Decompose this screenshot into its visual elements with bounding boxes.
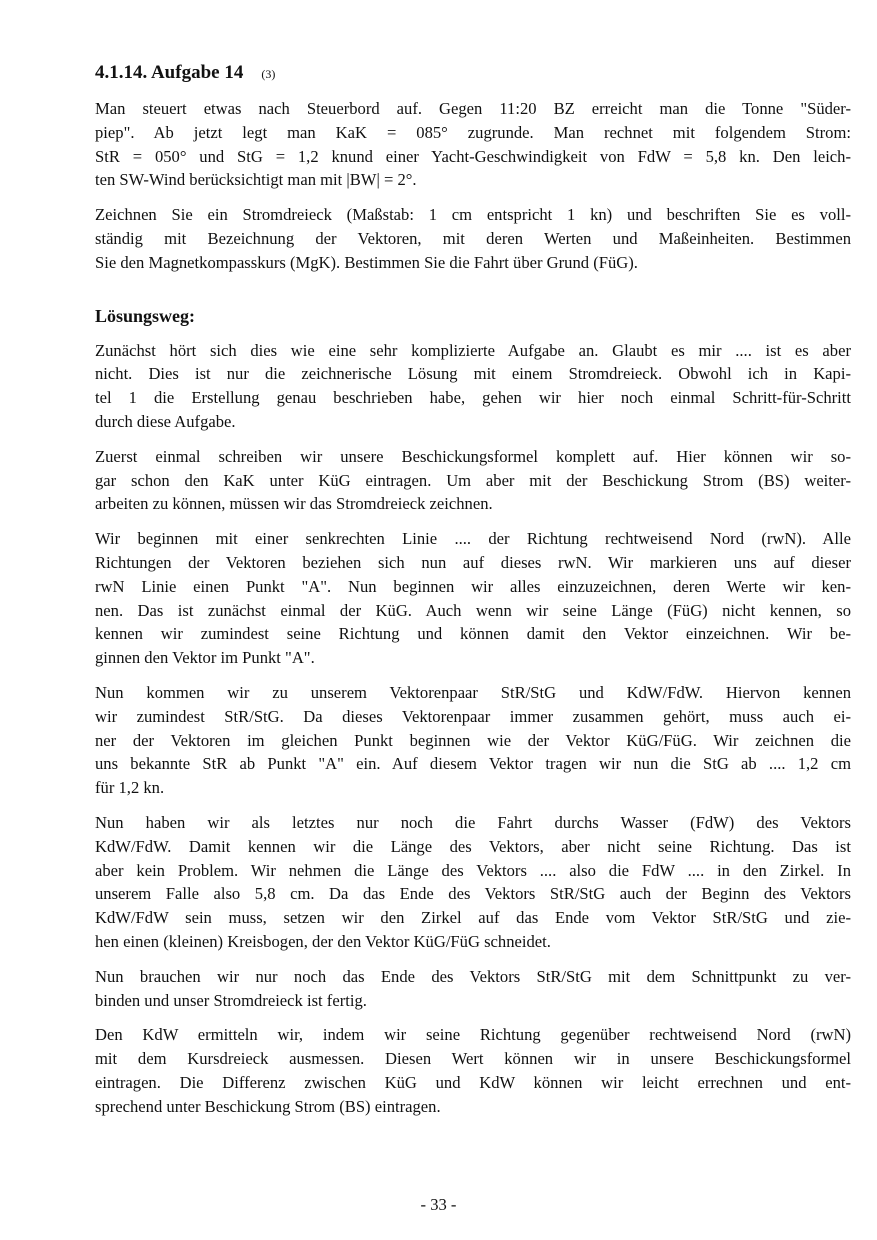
text-line: Sie den Magnetkompasskurs (MgK). Bestimmen Sie die Fahrt über Grund (FüG). (95, 252, 638, 272)
text-line: Zuerst einmal schreiben wir unsere Beschickungsformel komplett auf. Hier können wir so- (95, 446, 851, 466)
text-line: nen. Das ist zunächst einmal der KüG. Auch wenn wir seine Länge (FüG) nicht kennen, so (95, 600, 851, 620)
solution-paragraph-3 (95, 527, 851, 670)
text-line: ten SW-Wind berücksichtigt man mit |BW| = 2°. (95, 170, 417, 190)
text-line: Zeichnen Sie ein Stromdreieck (Maßstab: 1 cm entspricht 1 kn) und beschriften Sie es voll- (95, 205, 851, 225)
text-line: Richtungen der Vektoren beziehen sich nun auf dieses rwN. Wir markieren uns auf dieser (95, 552, 851, 572)
text-line: Nun brauchen wir nur noch das Ende des Vektors StR/StG mit dem Schnittpunkt zu ver- (95, 966, 851, 986)
text-line: binden und unser Stromdreieck ist fertig. (95, 990, 367, 1010)
solution-paragraph-4 (95, 681, 851, 800)
text-line: sprechend unter Beschickung Strom (BS) eintragen. (95, 1096, 441, 1116)
text-line: ginnen den Vektor im Punkt "A". (95, 648, 315, 668)
page-number: - 33 - (420, 1195, 457, 1214)
text-line: uns bekannte StR ab Punkt "A" ein. Auf diesem Vektor tragen wir nun die StG ab .... 1,2 cm (95, 754, 851, 774)
text-line: Den KdW ermitteln wir, indem wir seine Richtung gegenüber rechtweisend Nord (rwN) (95, 1025, 851, 1045)
text-line: arbeiten zu können, müssen wir das Stromdreieck zeichnen. (95, 494, 493, 514)
task-points: (3) (261, 67, 276, 81)
solution-paragraph-5 (95, 811, 851, 954)
solution-paragraph-7 (95, 1023, 851, 1118)
text-line: eintragen. Die Differenz zwischen KüG und KdW können wir leicht errechnen und ent- (95, 1072, 851, 1092)
task-paragraph-1 (95, 97, 851, 192)
solution-paragraph-6 (95, 965, 851, 1013)
solution-paragraph-1 (95, 339, 851, 434)
text-line: aber kein Problem. Wir nehmen die Länge des Vektors .... also die FdW .... in den Zirkel. In (95, 860, 851, 880)
document-page (95, 60, 851, 1129)
task-heading (95, 60, 851, 87)
text-line: kennen wir zumindest seine Richtung und können damit den Vektor einzeichnen. Wir be- (95, 624, 851, 644)
text-line: hen einen (kleinen) Kreisbogen, der den Vektor KüG/FüG schneidet. (95, 931, 551, 951)
text-line: Nun haben wir als letztes nur noch die Fahrt durchs Wasser (FdW) des Vektors (95, 812, 851, 832)
text-line: für 1,2 kn. (95, 778, 165, 798)
text-line: KdW/FdW. Damit kennen wir die Länge des Vektors, aber nicht seine Richtung. Das ist (95, 836, 851, 856)
text-line: ner der Vektoren im gleichen Punkt beginnen wie der Vektor KüG/FüG. Wir zeichnen die (95, 730, 851, 750)
text-line: Man steuert etwas nach Steuerbord auf. Gegen 11:20 BZ erreicht man die Tonne "Süder- (95, 99, 851, 118)
text-line: tel 1 die Erstellung genau beschrieben habe, gehen wir hier noch einmal Schritt-für-Schritt (95, 388, 851, 408)
text-line: Zunächst hört sich dies wie eine sehr komplizierte Aufgabe an. Glaubt es mir .... ist es aber (95, 340, 851, 360)
text-line: durch diese Aufgabe. (95, 411, 236, 431)
text-line: Wir beginnen mit einer senkrechten Linie .... der Richtung rechtweisend Nord (rwN). Alle (95, 529, 851, 549)
text-line: Nun kommen wir zu unserem Vektorenpaar StR/StG und KdW/FdW. Hiervon kennen (95, 682, 851, 702)
text-line: rwN Linie einen Punkt "A". Nun beginnen wir alles einzuzeichnen, deren Werte wir ken- (95, 576, 851, 596)
text-line: wir zumindest StR/StG. Da dieses Vektorenpaar immer zusammen gehört, muss auch ei- (95, 706, 851, 726)
text-line: unserem Falle also 5,8 cm. Da das Ende des Vektors StR/StG auch der Beginn des Vektors (95, 884, 851, 904)
text-line: piep". Ab jetzt legt man KaK = 085° zugrunde. Man rechnet mit folgendem Strom: (95, 122, 851, 142)
text-line: StR = 050° und StG = 1,2 knund einer Yacht-Geschwindigkeit von FdW = 5,8 kn. Den leich- (95, 146, 851, 166)
task-paragraph-2 (95, 203, 851, 274)
text-line: mit dem Kursdreieck ausmessen. Diesen Wert können wir in unsere Beschickungsformel (95, 1049, 851, 1069)
solution-paragraph-2 (95, 445, 851, 516)
task-title: 4.1.14. Aufgabe 14 (95, 62, 244, 83)
text-line: gar schon den KaK unter KüG eintragen. Um aber mit der Beschickung Strom (BS) weiter- (95, 470, 851, 490)
text-line: KdW/FdW sein muss, setzen wir den Zirkel auf das Ende vom Vektor StR/StG und zie- (95, 908, 851, 928)
text-line: nicht. Dies ist nur die zeichnerische Lösung mit einem Stromdreieck. Obwohl ich in Kapi- (95, 364, 851, 384)
solution-heading: Lösungsweg: (95, 305, 196, 326)
text-line: ständig mit Bezeichnung der Vektoren, mit deren Werten und Maßeinheiten. Bestimmen (95, 228, 851, 248)
